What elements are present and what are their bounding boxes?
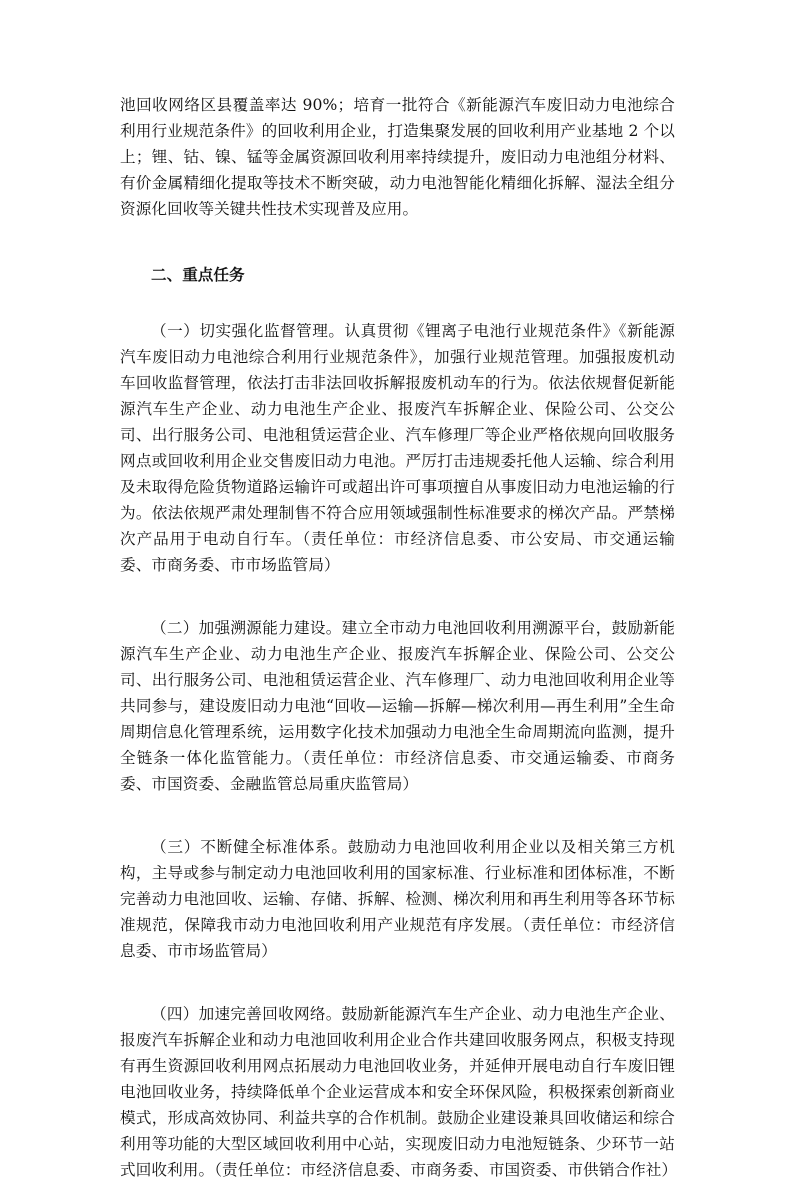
section-heading: 二、重点任务 (151, 266, 245, 284)
spacer (120, 964, 675, 1001)
task-paragraph-4: （四）加速完善回收网络。鼓励新能源汽车生产企业、动力电池生产企业、报废汽车拆解企业和动力电池回收利用企业合作共建回收服务网点，积极支持现有再生资源回收利用网点拓展动力电池回收业务，并延伸开展电动自行车废旧锂电池回收业务，持续降低单个企业运营成本和安全环保风险，积极探索创新商业模式，形成高效协同、利益共享的合作机制。鼓励企业建设兼具回收储运和综合利用等功能的大型区域回收利用中心站，实现废旧动力电池短链条、少环节一站式回收利用。（责任单位：市经济信息委、市商务委、市国资委、市供销合作社） (120, 1005, 678, 1179)
task-paragraph-3: （三）不断健全标准体系。鼓励动力电池回收利用企业以及相关第三方机构，主导或参与制定动力电池回收利用的国家标准、行业标准和团体标准，不断完善动力电池回收、运输、存储、拆解、检测、梯次利用和再生利用等各环节标准规范，保障我市动力电池回收利用产业规范有序发展。（责任单位：市经济信息委、市市场监管局） (120, 838, 675, 960)
intro-paragraph: 池回收网络区县覆盖率达 90%；培育一批符合《新能源汽车废旧动力电池综合利用行业规范条件》的回收利用企业，打造集聚发展的回收利用产业基地 2 个以上；锂、钴、镍、锰等金属资源回收利用率持续提升，废旧动力电池组分材料、有价金属精细化提取等技术不断突破，动力电池智能化精细化拆解、湿法全组分资源化回收等关键共性技术实现普及应用。 (120, 96, 675, 218)
spacer (120, 222, 675, 262)
spacer (120, 797, 675, 834)
spacer (120, 578, 675, 615)
task-paragraph-2: （二）加强溯源能力建设。建立全市动力电池回收利用溯源平台，鼓励新能源汽车生产企业、动力电池生产企业、报废汽车拆解企业、保险公司、公交公司、出行服务公司、电池租赁运营企业、汽车修理厂、动力电池回收利用企业等共同参与，建设废旧动力电池“回收—运输—拆解—梯次利用—再生利用”全生命周期信息化管理系统，运用数字化技术加强动力电池全生命周期流向监测，提升全链条一体化监管能力。（责任单位：市经济信息委、市交通运输委、市商务委、市国资委、金融监管总局重庆监管局） (120, 619, 675, 793)
spacer (120, 288, 675, 318)
task-paragraph-1: （一）切实强化监督管理。认真贯彻《锂离子电池行业规范条件》《新能源汽车废旧动力电池综合利用行业规范条件》，加强行业规范管理。加强报废机动车回收监督管理，依法打击非法回收拆解报废机动车的行为。依法依规督促新能源汽车生产企业、动力电池生产企业、报废汽车拆解企业、保险公司、公交公司、出行服务公司、电池租赁运营企业、汽车修理厂等企业严格依规向回收服务网点或回收利用企业交售废旧动力电池。严厉打击违规委托他人运输、综合利用及未取得危险货物道路运输许可或超出许可事项擅自从事废旧动力电池运输的行为。依法依规严肃处理制售不符合应用领域强制性标准要求的梯次产品。严禁梯次产品用于电动自行车。（责任单位：市经济信息委、市公安局、市交通运输委、市商务委、市市场监管局） (120, 322, 675, 574)
document-page (120, 92, 678, 1183)
